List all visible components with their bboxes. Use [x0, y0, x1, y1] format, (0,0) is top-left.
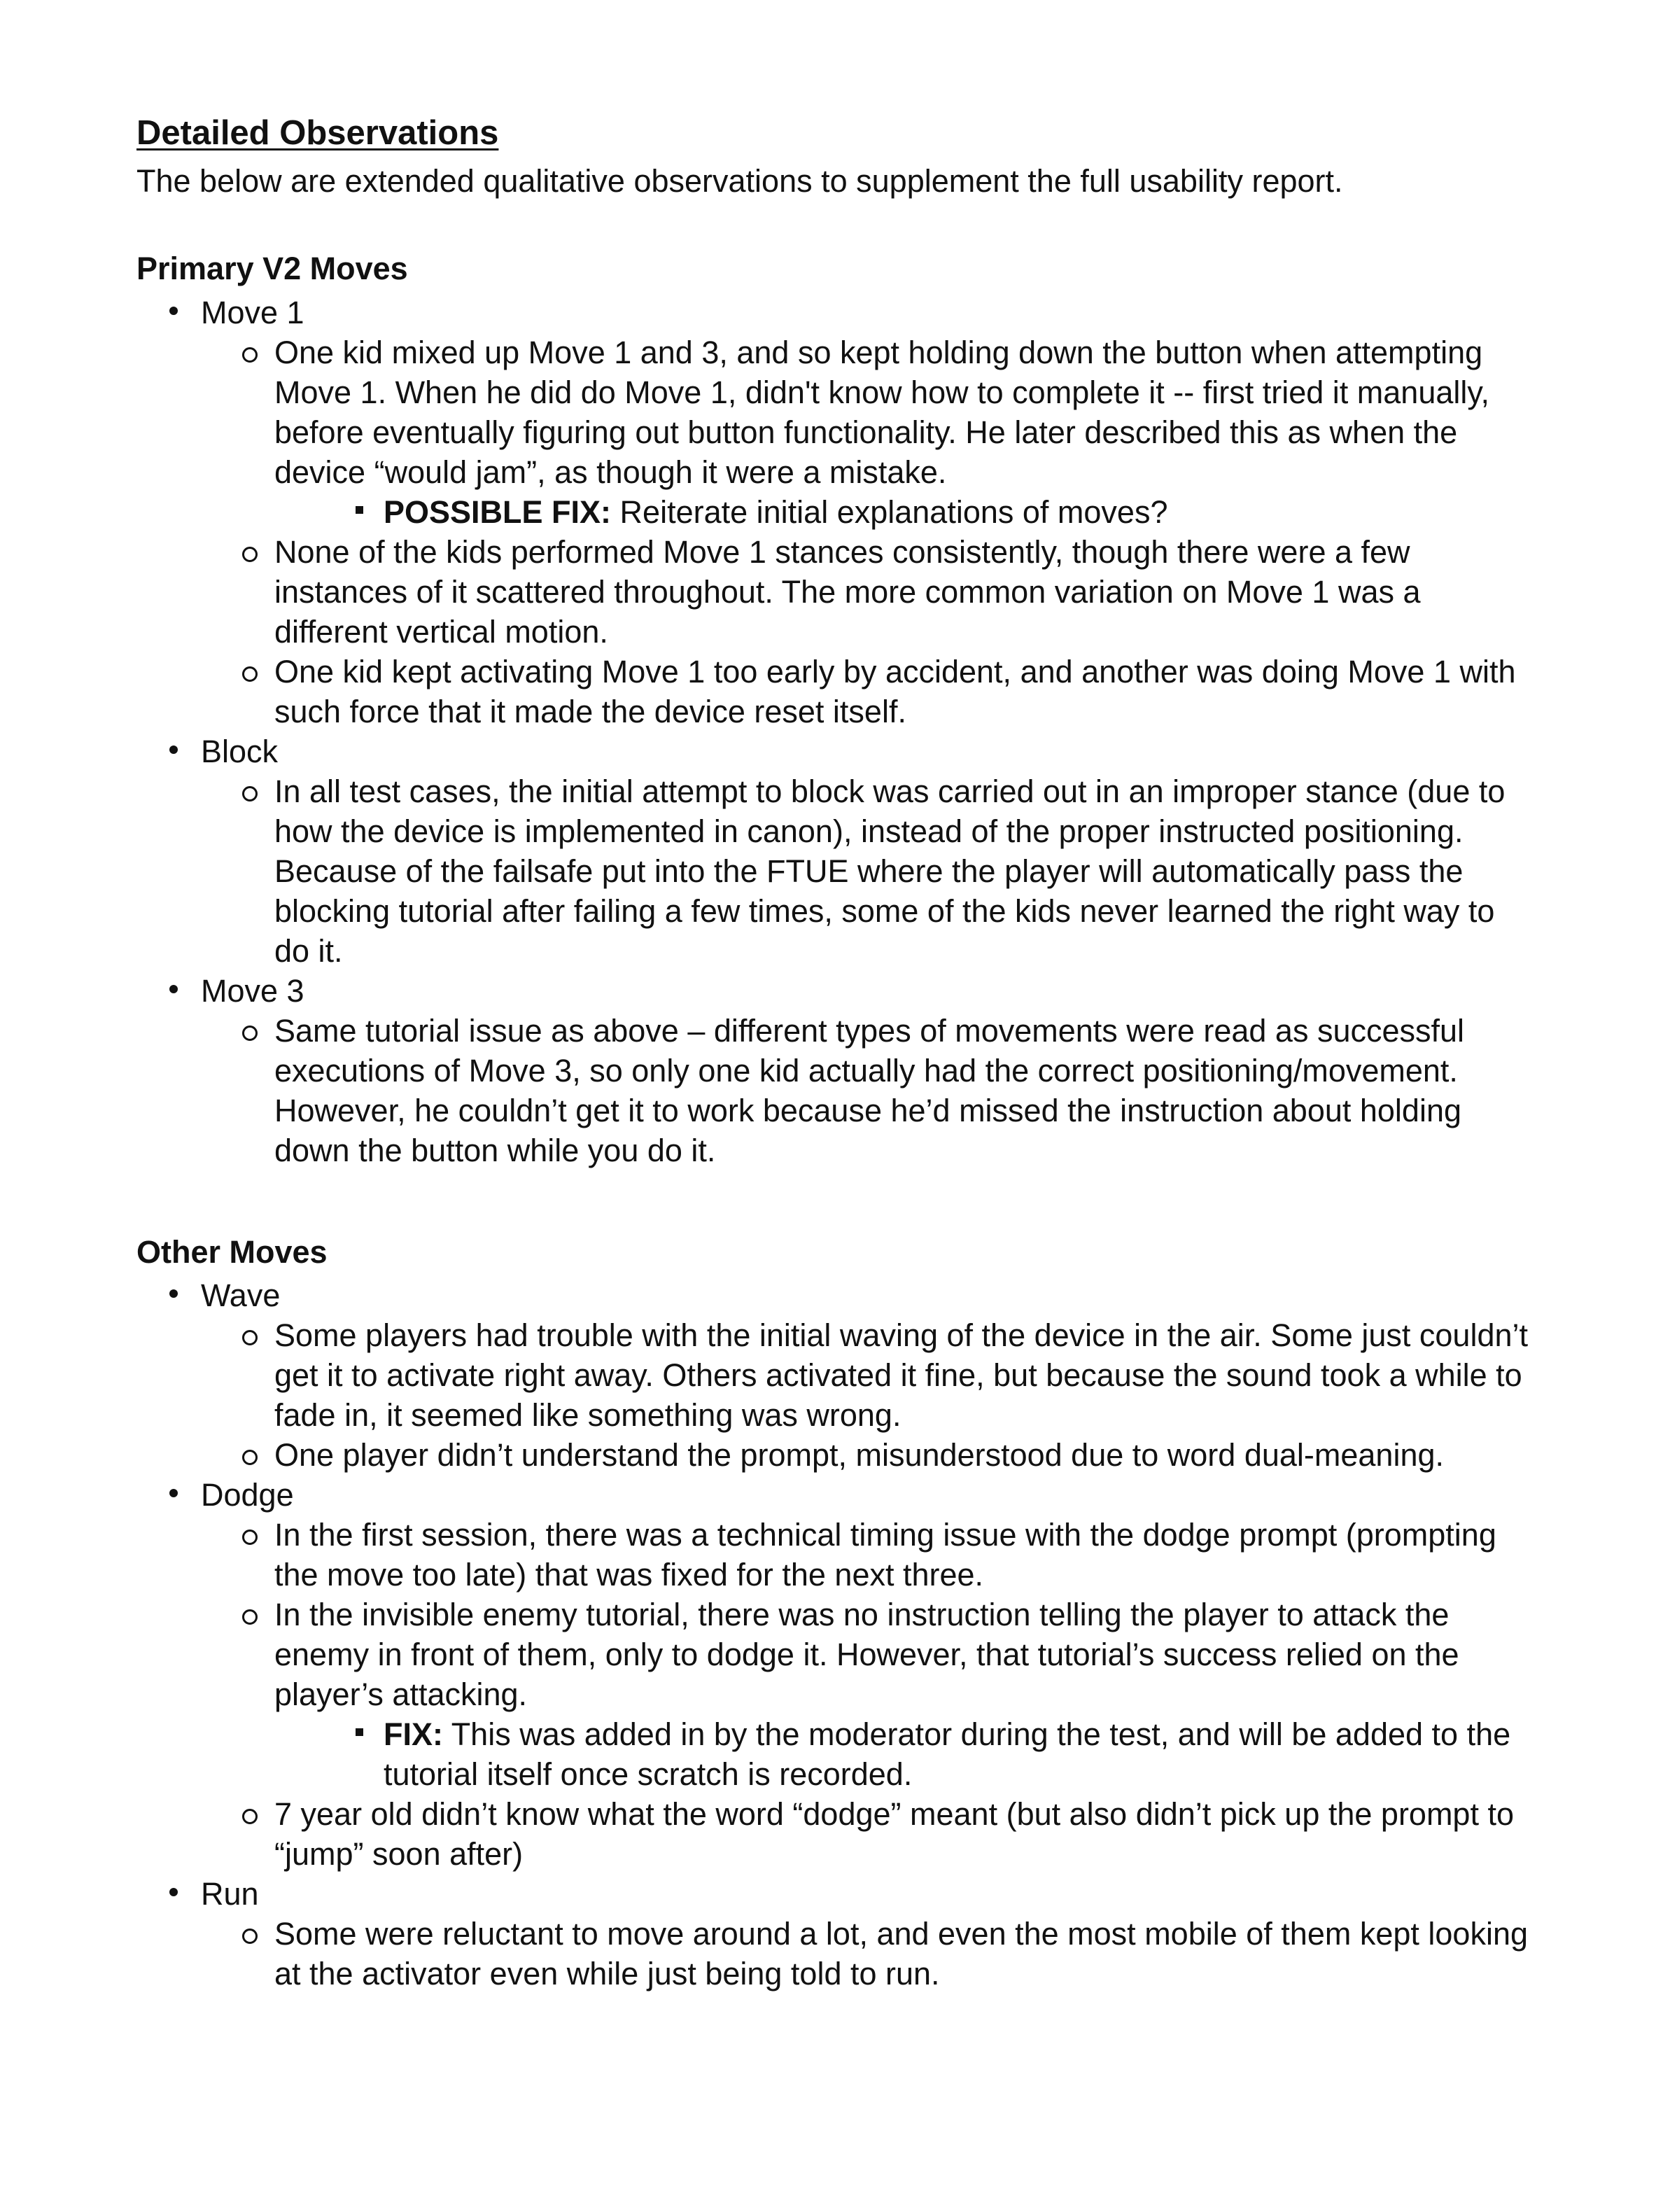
section-heading-other-moves: Other Moves [136, 1234, 328, 1270]
fix-text: This was added in by the moderator during the test, and will be added to the tutorial itself once scratch is recorded. [384, 1716, 1511, 1792]
note-dodge-word: 7 year old didn’t know what the word “dodge” meant (but also didn’t pick up the prompt to “jump” soon after) [0, 1794, 1670, 1874]
list-item-run: Run [0, 1874, 1670, 1914]
note-dodge-invisible-enemy: In the invisible enemy tutorial, there was no instruction telling the player to attack the enemy in front of them, only to dodge it. However, that tutorial’s success relied on the player’s attacking. [0, 1595, 1670, 1714]
note-move-3: Same tutorial issue as above – different types of movements were read as successful executions of Move 3, so only one kid actually had the correct positioning/movement. However, he couldn’t get it to work because he’d missed the instruction about holding down the button while you do it. [0, 1011, 1670, 1170]
note-move-1-early: One kid kept activating Move 1 too early by accident, and another was doing Move 1 with such force that it made the device reset itself. [0, 652, 1670, 732]
note-wave-prompt: One player didn’t understand the prompt, misunderstood due to word dual-meaning. [0, 1435, 1670, 1475]
primary-moves-list [0, 293, 1670, 1170]
fix-label: FIX: [384, 1716, 443, 1752]
note-move-1-mixup: One kid mixed up Move 1 and 3, and so kept holding down the button when attempting Move 1. When he did do Move 1, didn't know how to complete it -- first tried it manually, before eventually figuring out button functionality. He later described this as when the device “would jam”, as though it were a mistake. [0, 332, 1670, 492]
fix-note [0, 1714, 1670, 1794]
note-move-1-stances: None of the kids performed Move 1 stances consistently, though there were a few instances of it scattered throughout. The more common variation on Move 1 was a different vertical motion. [0, 532, 1670, 652]
note-wave-trouble: Some players had trouble with the initial waving of the device in the air. Some just couldn’t get it to activate right away. Others activated it fine, but because the sound took a while to fade in, it seemed like something was wrong. [0, 1315, 1670, 1435]
list-item-move-1: Move 1 [0, 293, 1670, 332]
page-title: Detailed Observations [136, 114, 499, 152]
note-dodge-timing: In the first session, there was a technical timing issue with the dodge prompt (prompting the move too late) that was fixed for the next three. [0, 1515, 1670, 1595]
note-run: Some were reluctant to move around a lot, and even the most mobile of them kept looking at the activator even while just being told to run. [0, 1914, 1670, 1994]
other-moves-list [0, 1275, 1670, 1994]
note-block: In all test cases, the initial attempt to block was carried out in an improper stance (due to how the device is implemented in canon), instead of the proper instructed positioning. Because of the failsafe put into the FTUE where the player will automatically pass the blocking tutorial after failing a few times, some of the kids never learned the right way to do it. [0, 771, 1670, 971]
possible-fix-note [0, 492, 1670, 532]
possible-fix-text: Reiterate initial explanations of moves? [611, 494, 1168, 530]
list-item-move-3: Move 3 [0, 971, 1670, 1011]
list-item-dodge: Dodge [0, 1475, 1670, 1515]
list-item-wave: Wave [0, 1275, 1670, 1315]
intro-paragraph: The below are extended qualitative observations to supplement the full usability report. [136, 163, 1343, 199]
section-heading-primary-moves: Primary V2 Moves [136, 251, 408, 286]
list-item-block: Block [0, 732, 1670, 771]
possible-fix-label: POSSIBLE FIX: [384, 494, 612, 530]
